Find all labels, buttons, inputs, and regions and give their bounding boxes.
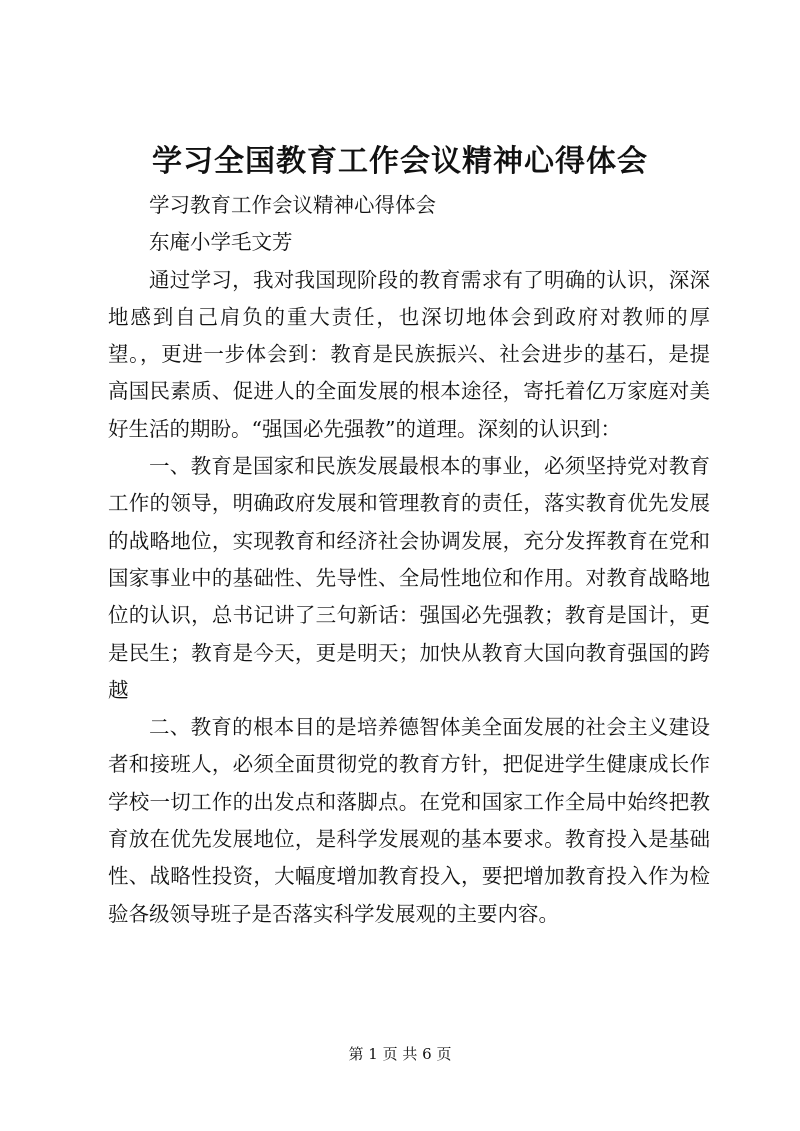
paragraph-point-one: 一、教育是国家和民族发展最根本的事业，必须坚持党对教育工作的领导，明确政府发展和管理教育的责任，落实教育优先发展的战略地位，实现教育和经济社会协调发展，充分发挥教育在党和国家事业中的基础性、先导性、全局性地位和作用。对教育战略地位的认识，总书记讲了三句新话：强国必先强教；教育是国计，更是民生；教育是今天，更是明天；加快从教育大国向教育强国的跨越 <box>108 454 710 702</box>
document-body <box>108 187 710 933</box>
document-title: 学习全国教育工作会议精神心得体会 <box>152 144 648 179</box>
paragraph-point-two: 二、教育的根本目的是培养德智体美全面发展的社会主义建设者和接班人，必须全面贯彻党的教育方针，把促进学生健康成长作学校一切工作的出发点和落脚点。在党和国家工作全局中始终把教育放在优先发展地位，是科学发展观的基本要求。教育投入是基础性、战略性投资，大幅度增加教育投入，要把增加教育投入作为检验各级领导班子是否落实科学发展观的主要内容。 <box>108 715 710 926</box>
paragraph-intro: 通过学习，我对我国现阶段的教育需求有了明确的认识，深深地感到自己肩负的重大责任，也深切地体会到政府对教师的厚望。，更进一步体会到：教育是民族振兴、社会进步的基石，是提高国民素质、促进人的全面发展的根本途径，寄托着亿万家庭对美好生活的期盼。“强国必先强教”的道理。深刻的认识到： <box>108 267 710 441</box>
page-footer: 第 1 页 共 6 页 <box>348 1045 452 1063</box>
document-subtitle: 学习教育工作会议精神心得体会 <box>149 193 436 217</box>
document-author: 东庵小学毛文芳 <box>149 230 293 255</box>
